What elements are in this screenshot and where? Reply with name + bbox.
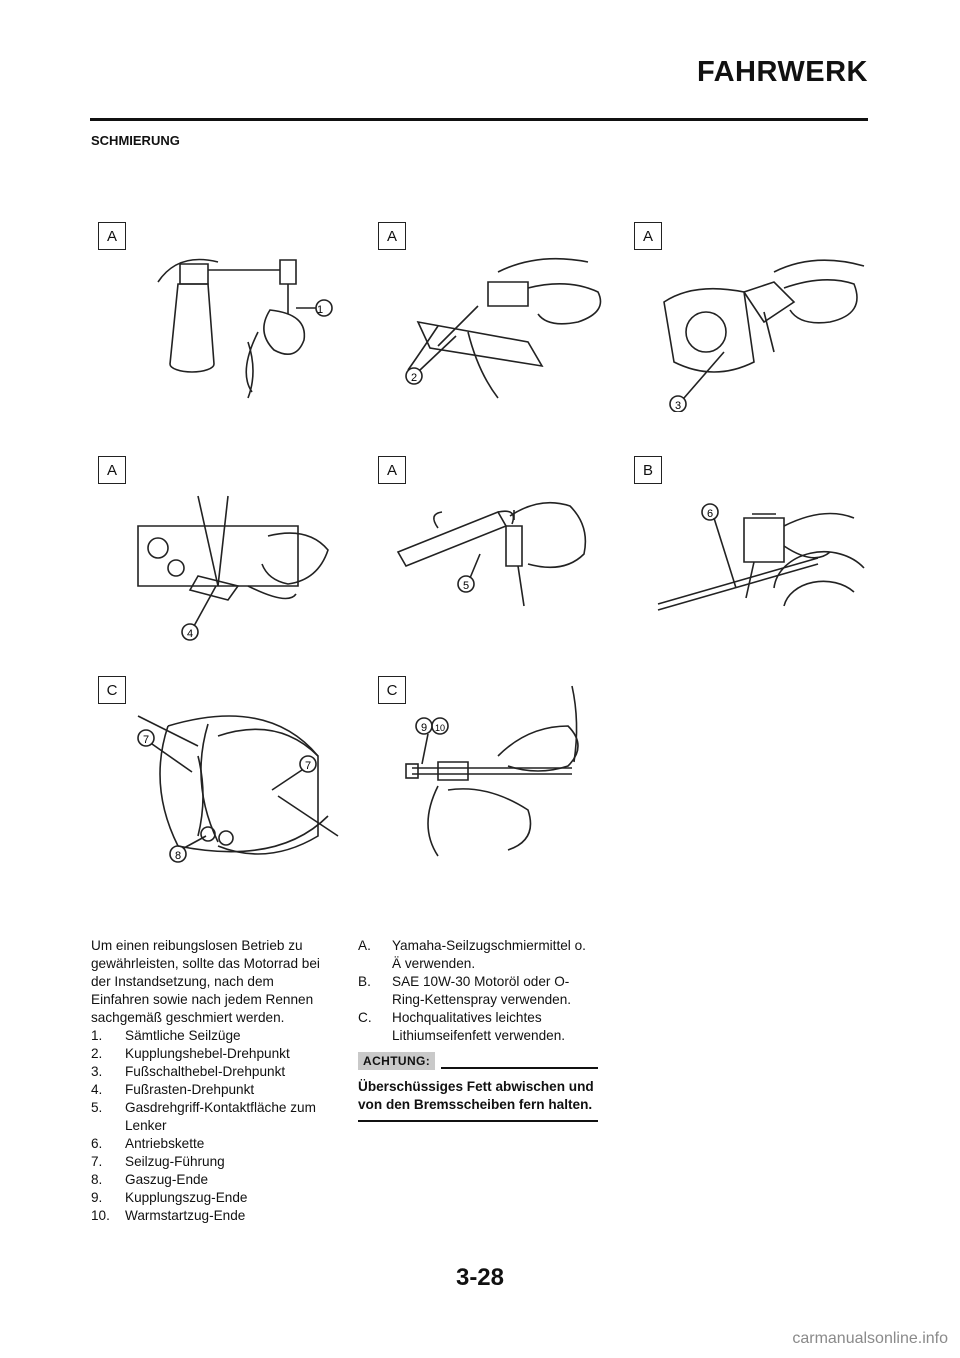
figure-label: C (378, 676, 406, 704)
callout-3: 3 (674, 400, 682, 412)
right-column (358, 937, 598, 1045)
caution-bottom-rule (358, 1120, 598, 1122)
figure-shift-pedal-pivot (634, 222, 884, 412)
figure-illustration (378, 222, 628, 412)
callout-4: 4 (186, 628, 194, 640)
figure-drive-chain (634, 456, 884, 651)
callout-6: 6 (706, 508, 714, 520)
figure-illustration (634, 222, 884, 412)
figure-label: A (378, 222, 406, 250)
figure-illustration (378, 676, 628, 876)
figure-footrest-pivot (98, 456, 348, 651)
callout-5: 5 (462, 580, 470, 592)
figure-label: C (98, 676, 126, 704)
lubricant-list (358, 937, 598, 1045)
page-header-title: FAHRWERK (696, 56, 868, 88)
page-number: 3-28 (455, 1264, 505, 1291)
section-title: SCHMIERUNG (91, 133, 180, 148)
figure-cable-guide (98, 676, 348, 876)
caution-text: Überschüssiges Fett abwischen und von den Bremsscheiben fern halten. (358, 1079, 594, 1112)
callout-7: 7 (142, 734, 150, 746)
list-item: 3. Fußschalthebel-Drehpunkt (91, 1064, 286, 1079)
list-item: 2. Kupplungshebel-Drehpunkt (91, 1046, 290, 1061)
list-item: 9. Kupplungszug-Ende (91, 1190, 248, 1205)
figure-cable-ends (378, 676, 628, 876)
figure-illustration (378, 456, 628, 651)
caution-box (358, 1052, 598, 1122)
figure-label: A (98, 456, 126, 484)
intro-paragraph: Um einen reibungslosen Betrieb zu gewährleisten, sollte das Motorrad bei der Instandsetzung, nach dem Einfahren sowie nach jedem Rennen sachgemäß geschmiert werden. (91, 938, 320, 1025)
header-rule (90, 118, 868, 121)
list-item: 7. Seilzug-Führung (91, 1154, 225, 1169)
list-item: 4. Fußrasten-Drehpunkt (91, 1082, 255, 1097)
figure-label: A (634, 222, 662, 250)
figure-illustration (634, 456, 884, 651)
figure-label: A (378, 456, 406, 484)
figure-label: A (98, 222, 126, 250)
list-item: 10. Warmstartzug-Ende (91, 1208, 246, 1223)
watermark: carmanualsonline.info (792, 1330, 948, 1347)
figure-illustration (98, 222, 348, 412)
callout-10: 10 (434, 723, 446, 733)
list-item: 5. Gasdrehgriff-Kontaktfläche zum Lenker (91, 1100, 316, 1133)
callout-9: 9 (420, 722, 428, 734)
parts-list (91, 1027, 331, 1225)
figure-throttle-grip (378, 456, 628, 651)
left-column (91, 937, 331, 1225)
callout-8: 8 (174, 850, 182, 862)
callout-7: 7 (304, 760, 312, 772)
caution-rule (441, 1067, 598, 1069)
callout-2: 2 (410, 372, 418, 384)
figure-illustration (98, 456, 348, 651)
caution-label: ACHTUNG: (358, 1052, 435, 1070)
figure-label: B (634, 456, 662, 484)
figure-cable-lubrication (98, 222, 348, 412)
list-item: B. SAE 10W-30 Motoröl oder O-Ring-Kettenspray verwenden. (358, 974, 572, 1007)
list-item: A. Yamaha-Seilzugschmiermittel o. Ä verwenden. (358, 938, 586, 971)
figure-clutch-lever-pivot (378, 222, 628, 412)
list-item: 6. Antriebskette (91, 1136, 205, 1151)
list-item: C. Hochqualitatives leichtes Lithiumseifenfett verwenden. (358, 1010, 566, 1043)
list-item: 8. Gaszug-Ende (91, 1172, 209, 1187)
list-item: 1. Sämtliche Seilzüge (91, 1028, 241, 1043)
callout-1: 1 (316, 304, 324, 316)
figure-illustration (98, 676, 348, 876)
